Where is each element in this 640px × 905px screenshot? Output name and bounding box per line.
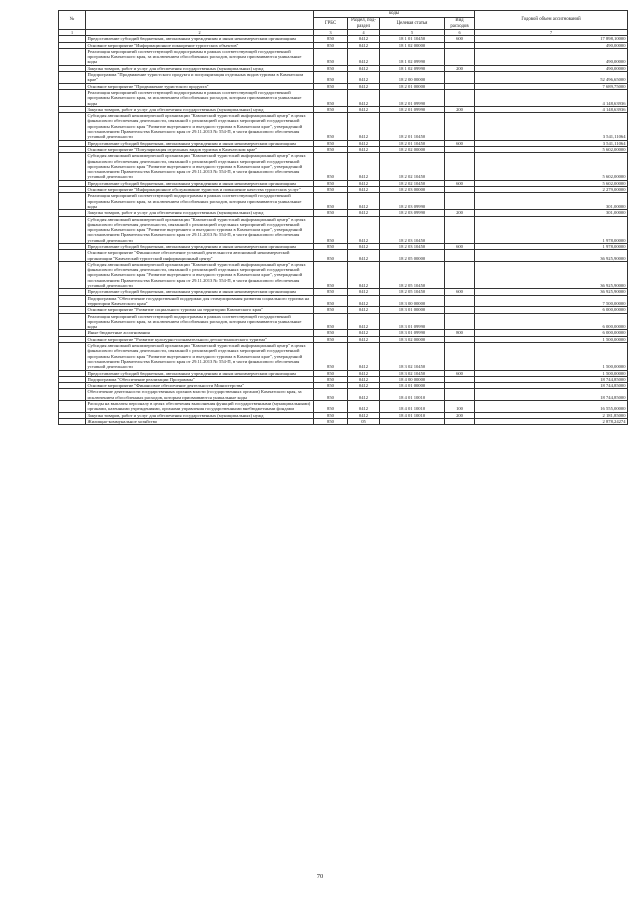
row-target: 18 4 01 10010 bbox=[380, 412, 445, 418]
row-grbs: 850 bbox=[314, 343, 348, 370]
table-row bbox=[59, 313, 628, 330]
row-name: Обеспечение деятельности государственных органов власти (государственных органов) Камчатского края, за исключением обособленных расходов, которым присваиваются уникальные коды bbox=[86, 389, 314, 401]
row-target: 18 2 05 10450 bbox=[380, 261, 445, 288]
row-target: 18 4 00 00000 bbox=[380, 376, 445, 382]
row-target: 18 2 03 10450 bbox=[380, 216, 445, 243]
row-name: Предоставление субсидий бюджетным, автономным учреждениям и иным некоммерческим организациям bbox=[86, 140, 314, 146]
row-grbs: 850 bbox=[314, 370, 348, 376]
row-name: Закупка товаров, работ и услуг для обеспечения государственных (муниципальных) нужд bbox=[86, 106, 314, 112]
row-grbs: 850 bbox=[314, 250, 348, 262]
row-grbs: 850 bbox=[314, 83, 348, 89]
row-number bbox=[59, 389, 86, 401]
row-grbs: 850 bbox=[314, 389, 348, 401]
row-section: 0412 bbox=[348, 216, 380, 243]
row-target: 18 3 02 10450 bbox=[380, 370, 445, 376]
row-target: 18 2 01 09990 bbox=[380, 89, 445, 106]
table-row bbox=[59, 250, 628, 262]
row-number bbox=[59, 89, 86, 106]
row-expense-type bbox=[445, 193, 475, 210]
row-amount: 1 978,00000 bbox=[475, 243, 628, 249]
row-target: 18 2 00 00000 bbox=[380, 72, 445, 84]
row-name: Предоставление субсидий бюджетным, автономным учреждениям и иным некоммерческим организациям bbox=[86, 180, 314, 186]
row-grbs: 850 bbox=[314, 140, 348, 146]
row-target: 18 2 01 10450 bbox=[380, 140, 445, 146]
row-section: 0412 bbox=[348, 250, 380, 262]
table-header bbox=[59, 11, 628, 36]
row-section: 0412 bbox=[348, 210, 380, 216]
row-name: Основное мероприятие "Развитие культурно-познавательного детско-юношеского туризма" bbox=[86, 336, 314, 342]
row-name: Подпрограмма "Обеспечение реализации Программы" bbox=[86, 376, 314, 382]
row-name: Закупка товаров, работ и услуг для обеспечения государственных (муниципальных) нужд bbox=[86, 412, 314, 418]
row-section: 0412 bbox=[348, 36, 380, 42]
row-grbs: 850 bbox=[314, 72, 348, 84]
row-target: 18 2 03 10450 bbox=[380, 243, 445, 249]
row-target bbox=[380, 418, 445, 424]
row-grbs: 850 bbox=[314, 401, 348, 413]
row-name: Иные бюджетные ассигнования bbox=[86, 330, 314, 336]
row-target: 18 2 01 09990 bbox=[380, 106, 445, 112]
row-section: 0412 bbox=[348, 89, 380, 106]
row-name: Основное мероприятие "Информационное поккорение туристских объектов" bbox=[86, 42, 314, 48]
row-target: 18 1 02 00000 bbox=[380, 42, 445, 48]
table-row bbox=[59, 48, 628, 65]
row-expense-type: 200 bbox=[445, 65, 475, 71]
header-name bbox=[86, 11, 314, 30]
row-target: 18 2 02 00000 bbox=[380, 146, 445, 152]
col-number: 1 bbox=[59, 30, 86, 36]
table-row bbox=[59, 401, 628, 413]
header-grbs: ГРБС bbox=[314, 18, 348, 30]
row-grbs: 850 bbox=[314, 187, 348, 193]
row-expense-type bbox=[445, 153, 475, 180]
row-name: Подпрограмма "Обеспечение государственной поддержки для стимулирования развития социального туризма на территории Камчатского края" bbox=[86, 295, 314, 307]
row-name: Реализация мероприятий соответствующей подпрограммы в рамках соответствующей государственной программы Камчатского края, за исключением обособленных расходов, которым присваиваются уникальные коды bbox=[86, 313, 314, 330]
row-expense-type bbox=[445, 216, 475, 243]
row-section: 0412 bbox=[348, 313, 380, 330]
row-target: 18 3 01 09990 bbox=[380, 313, 445, 330]
table-row bbox=[59, 153, 628, 180]
row-amount: 5 602,00000 bbox=[475, 180, 628, 186]
header-target: Целевая статья bbox=[380, 18, 445, 30]
row-section: 0412 bbox=[348, 330, 380, 336]
row-grbs: 850 bbox=[314, 289, 348, 295]
row-grbs: 850 bbox=[314, 210, 348, 216]
table-row bbox=[59, 193, 628, 210]
row-number bbox=[59, 72, 86, 84]
row-section: 0412 bbox=[348, 412, 380, 418]
row-expense-type: 100 bbox=[445, 401, 475, 413]
page-number: 70 bbox=[316, 873, 324, 880]
row-amount: 301,00000 bbox=[475, 210, 628, 216]
row-number bbox=[59, 250, 86, 262]
row-grbs: 850 bbox=[314, 65, 348, 71]
row-target: 18 3 02 10450 bbox=[380, 343, 445, 370]
table-row bbox=[59, 343, 628, 370]
row-name: Субсидия автономной некоммерческой организации "Камчатский туристский информационный центр" в целях финансового обеспечения деятельности, связанной с реализацией отдельных мероприятий государственной программы Камчатского края "Развитие внутреннего и въездного туризма в Камчатском крае", утвержденной постановлением Правительства Камчатского края от 29.11.2013 № 554-П, в части финансового обеспечения уставной деятельности bbox=[86, 153, 314, 180]
table-row bbox=[59, 295, 628, 307]
row-number bbox=[59, 343, 86, 370]
row-amount: 17 898,10000 bbox=[475, 36, 628, 42]
row-amount: 4 148,63936 bbox=[475, 89, 628, 106]
row-amount: 2 279,00000 bbox=[475, 187, 628, 193]
row-target: 18 2 01 00000 bbox=[380, 83, 445, 89]
row-name: Реализация мероприятий соответствующей подпрограммы в рамках соответствующей государственной программы Камчатского края, за исключением обособленных расходов, которым присваиваются уникальные коды bbox=[86, 89, 314, 106]
row-amount: 6 000,00000 bbox=[475, 307, 628, 313]
row-amount: 301,00000 bbox=[475, 193, 628, 210]
row-amount: 18 744,85000 bbox=[475, 389, 628, 401]
row-name: Основное мероприятие "Продвижение туристского продукта" bbox=[86, 83, 314, 89]
row-grbs: 850 bbox=[314, 180, 348, 186]
row-expense-type: 200 bbox=[445, 210, 475, 216]
row-name: Предоставление субсидий бюджетным, автономным учреждениям и иным некоммерческим организациям bbox=[86, 289, 314, 295]
row-amount: 5 602,00000 bbox=[475, 153, 628, 180]
row-expense-type bbox=[445, 261, 475, 288]
row-expense-type: 600 bbox=[445, 140, 475, 146]
row-number bbox=[59, 113, 86, 140]
row-target: 18 4 01 10010 bbox=[380, 389, 445, 401]
row-section: 0412 bbox=[348, 180, 380, 186]
header-section: Раздел, под-раздел bbox=[348, 18, 380, 30]
row-expense-type: 600 bbox=[445, 243, 475, 249]
row-target: 18 2 03 09990 bbox=[380, 193, 445, 210]
row-expense-type bbox=[445, 343, 475, 370]
row-amount: 7 500,00000 bbox=[475, 295, 628, 307]
row-amount: 36 925,90000 bbox=[475, 289, 628, 295]
row-grbs: 850 bbox=[314, 89, 348, 106]
row-section: 0412 bbox=[348, 83, 380, 89]
row-name: Основное мероприятие "Финансовое обеспечение деятельности Министерства" bbox=[86, 383, 314, 389]
row-expense-type bbox=[445, 113, 475, 140]
row-grbs: 850 bbox=[314, 193, 348, 210]
row-amount: 490,00000 bbox=[475, 48, 628, 65]
row-grbs: 850 bbox=[314, 295, 348, 307]
row-section: 0412 bbox=[348, 146, 380, 152]
row-grbs: 850 bbox=[314, 106, 348, 112]
row-section: 0412 bbox=[348, 370, 380, 376]
row-amount: 6 000,00000 bbox=[475, 330, 628, 336]
row-expense-type bbox=[445, 48, 475, 65]
row-target: 18 2 01 10450 bbox=[380, 113, 445, 140]
row-number bbox=[59, 48, 86, 65]
budget-table-sheet bbox=[58, 10, 627, 861]
table-row bbox=[59, 389, 628, 401]
row-target: 18 1 02 09990 bbox=[380, 65, 445, 71]
row-expense-type bbox=[445, 418, 475, 424]
row-amount: 1 500,00000 bbox=[475, 343, 628, 370]
row-grbs: 850 bbox=[314, 113, 348, 140]
row-target: 18 3 02 00000 bbox=[380, 336, 445, 342]
row-amount: 5 602,00000 bbox=[475, 146, 628, 152]
col-number: 3 bbox=[314, 30, 348, 36]
row-section: 0412 bbox=[348, 389, 380, 401]
row-name: Основное мероприятие "Финансовое обеспечение уставной деятельности автономной некоммерческой организации "Камчатский туристский информационный центр" bbox=[86, 250, 314, 262]
row-number bbox=[59, 295, 86, 307]
table-row bbox=[59, 72, 628, 84]
table-row bbox=[59, 113, 628, 140]
header-annual: Годовой объем ассигнований bbox=[475, 11, 628, 30]
col-number: 4 bbox=[348, 30, 380, 36]
row-grbs: 850 bbox=[314, 42, 348, 48]
row-section: 0412 bbox=[348, 106, 380, 112]
row-name: Основное мероприятие "Популяризация отдельных видов туризма в Камчатском крае" bbox=[86, 146, 314, 152]
row-grbs: 850 bbox=[314, 153, 348, 180]
row-amount: 1 500,00000 bbox=[475, 336, 628, 342]
row-amount: 490,00000 bbox=[475, 42, 628, 48]
table-row bbox=[59, 216, 628, 243]
row-amount: 6 000,00000 bbox=[475, 313, 628, 330]
row-target: 18 1 02 09990 bbox=[380, 48, 445, 65]
row-name: Субсидия автономной некоммерческой организации "Камчатский туристский информационный центр" в целях финансового обеспечения деятельности, связанной с реализацией отдельных мероприятий государственной программы Камчатского края "Развитие внутреннего и въездного туризма в Камчатском крае", утвержденной постановлением Правительства Камчатского края от 29.11.2013 № 554-П, в части финансового обеспечения уставной деятельности bbox=[86, 113, 314, 140]
row-amount: 490,00000 bbox=[475, 65, 628, 71]
col-number: 2 bbox=[86, 30, 314, 36]
row-grbs: 850 bbox=[314, 376, 348, 382]
row-target: 18 2 02 10450 bbox=[380, 153, 445, 180]
row-section: 0412 bbox=[348, 153, 380, 180]
row-number bbox=[59, 216, 86, 243]
row-section: 0412 bbox=[348, 113, 380, 140]
row-section: 0412 bbox=[348, 307, 380, 313]
row-expense-type: 600 bbox=[445, 289, 475, 295]
row-name: Реализация мероприятий соответствующей подпрограммы в рамках соответствующей государственной программы Камчатского края, за исключением обособленных расходов, которым присваиваются уникальные коды bbox=[86, 48, 314, 65]
row-amount: 7 689,75000 bbox=[475, 83, 628, 89]
col-number: 6 bbox=[445, 30, 475, 36]
row-amount: 16 555,00000 bbox=[475, 401, 628, 413]
row-grbs: 850 bbox=[314, 36, 348, 42]
row-name: Подпрограмма "Продвижение туристского продукта и популяризация отдельных видов туризма в Камчатском крае" bbox=[86, 72, 314, 84]
row-name: Реализация мероприятий соответствующей подпрограммы в рамках соответствующей государственной программы Камчатского края, за исключением обособленных расходов, которым присваиваются уникальные коды bbox=[86, 193, 314, 210]
row-number bbox=[59, 193, 86, 210]
row-number bbox=[59, 153, 86, 180]
table-row bbox=[59, 89, 628, 106]
row-number bbox=[59, 418, 86, 424]
row-name: Предоставление субсидий бюджетным, автономным учреждениям и иным некоммерческим организациям bbox=[86, 370, 314, 376]
row-expense-type bbox=[445, 250, 475, 262]
row-section: 0412 bbox=[348, 140, 380, 146]
row-grbs: 850 bbox=[314, 146, 348, 152]
row-target: 18 2 03 09990 bbox=[380, 210, 445, 216]
row-grbs: 850 bbox=[314, 307, 348, 313]
header-no: № bbox=[59, 11, 86, 30]
row-target: 18 2 02 10450 bbox=[380, 180, 445, 186]
row-expense-type: 800 bbox=[445, 330, 475, 336]
row-section: 0412 bbox=[348, 243, 380, 249]
row-section: 0412 bbox=[348, 295, 380, 307]
row-expense-type bbox=[445, 295, 475, 307]
row-expense-type: 200 bbox=[445, 106, 475, 112]
row-grbs: 850 bbox=[314, 48, 348, 65]
row-section: 0412 bbox=[348, 336, 380, 342]
row-name: Субсидия автономной некоммерческой организации "Камчатский туристский информационный центр" в целях финансового обеспечения деятельности, связанной с реализацией отдельных мероприятий государственной программы Камчатского края "Развитие внутреннего и въездного туризма в Камчатском крае", утвержденной постановлением Правительства Камчатского края от 29.11.2013 № 554-П, в части финансового обеспечения уставной деятельности bbox=[86, 261, 314, 288]
row-amount: 2 181,85000 bbox=[475, 412, 628, 418]
row-expense-type bbox=[445, 72, 475, 84]
row-target: 18 4 01 10010 bbox=[380, 401, 445, 413]
row-expense-type bbox=[445, 389, 475, 401]
row-number bbox=[59, 401, 86, 413]
header-codes-group: коды bbox=[314, 11, 475, 18]
row-target: 18 2 05 00000 bbox=[380, 250, 445, 262]
row-expense-type bbox=[445, 313, 475, 330]
table-body bbox=[59, 36, 628, 425]
budget-table bbox=[58, 10, 628, 425]
row-amount: 1 978,00000 bbox=[475, 216, 628, 243]
row-expense-type: 600 bbox=[445, 180, 475, 186]
row-amount: 18 744,85000 bbox=[475, 376, 628, 382]
row-amount: 3 541,11064 bbox=[475, 113, 628, 140]
row-target: 18 2 03 00000 bbox=[380, 187, 445, 193]
row-section: 0412 bbox=[348, 261, 380, 288]
row-grbs: 850 bbox=[314, 216, 348, 243]
row-amount: 18 744,85000 bbox=[475, 383, 628, 389]
row-section: 0412 bbox=[348, 72, 380, 84]
table-row bbox=[59, 261, 628, 288]
row-grbs: 850 bbox=[314, 243, 348, 249]
row-grbs: 850 bbox=[314, 418, 348, 424]
row-grbs: 850 bbox=[314, 313, 348, 330]
row-target: 18 1 01 10450 bbox=[380, 36, 445, 42]
row-section: 0412 bbox=[348, 193, 380, 210]
row-section: 0412 bbox=[348, 187, 380, 193]
row-name: Предоставление субсидий бюджетным, автономным учреждениям и иным некоммерческим организациям bbox=[86, 36, 314, 42]
row-section: 0412 bbox=[348, 289, 380, 295]
row-number bbox=[59, 313, 86, 330]
row-section: 0412 bbox=[348, 42, 380, 48]
row-amount: 36 925,90000 bbox=[475, 261, 628, 288]
row-amount: 3 541,11064 bbox=[475, 140, 628, 146]
row-target: 18 4 01 00000 bbox=[380, 383, 445, 389]
row-grbs: 850 bbox=[314, 412, 348, 418]
col-number: 7 bbox=[475, 30, 628, 36]
row-name: Предоставление субсидий бюджетным, автономным учреждениям и иным некоммерческим организациям bbox=[86, 243, 314, 249]
row-section: 05 bbox=[348, 418, 380, 424]
row-section: 0412 bbox=[348, 65, 380, 71]
header-expense-type: Вид расходов bbox=[445, 18, 475, 30]
row-grbs: 850 bbox=[314, 330, 348, 336]
row-target: 18 2 05 10450 bbox=[380, 289, 445, 295]
row-target: 18 3 00 00000 bbox=[380, 295, 445, 307]
row-name: Закупка товаров, работ и услуг для обеспечения государственных (муниципальных) нужд bbox=[86, 210, 314, 216]
row-grbs: 850 bbox=[314, 383, 348, 389]
row-section: 0412 bbox=[348, 48, 380, 65]
row-grbs: 850 bbox=[314, 261, 348, 288]
row-expense-type bbox=[445, 89, 475, 106]
row-target: 18 3 01 09990 bbox=[380, 330, 445, 336]
row-number bbox=[59, 261, 86, 288]
row-name: Субсидия автономной некоммерческой организации "Камчатский туристский информационный центр" в целях финансового обеспечения деятельности, связанной с реализацией отдельных мероприятий государственной программы Камчатского края "Развитие внутреннего и въездного туризма в Камчатском крае", утвержденной постановлением Правительства Камчатского края от 29.11.2013 № 554-П, в части финансового обеспечения уставной деятельности bbox=[86, 343, 314, 370]
row-section: 0412 bbox=[348, 376, 380, 382]
col-number: 5 bbox=[380, 30, 445, 36]
row-amount: 52 496,65000 bbox=[475, 72, 628, 84]
row-amount: 36 925,90000 bbox=[475, 250, 628, 262]
row-amount: 1 500,00000 bbox=[475, 370, 628, 376]
row-section: 0412 bbox=[348, 401, 380, 413]
row-name: Основное мероприятие "Информационное обслуживание туристов и повышение качества туристских услуг" bbox=[86, 187, 314, 193]
row-amount: 4 148,63936 bbox=[475, 106, 628, 112]
row-name: Жилищно-коммунальное хозяйство bbox=[86, 418, 314, 424]
row-expense-type: 200 bbox=[445, 412, 475, 418]
row-name: Расходы на выплаты персоналу в целях обеспечения выполнения функций государственными (муниципальными) органами, казенными учреждениями, органами управления государственными внебюджетными фондами bbox=[86, 401, 314, 413]
row-target: 18 3 01 00000 bbox=[380, 307, 445, 313]
row-name: Основное мероприятие "Развитие социального туризма на территории Камчатского края" bbox=[86, 307, 314, 313]
row-grbs: 850 bbox=[314, 336, 348, 342]
row-section: 0412 bbox=[348, 383, 380, 389]
row-name: Закупка товаров, работ и услуг для обеспечения государственных (муниципальных) нужд bbox=[86, 65, 314, 71]
row-expense-type: 600 bbox=[445, 36, 475, 42]
table-row bbox=[59, 418, 628, 424]
row-name: Субсидия автономной некоммерческой организации "Камчатский туристский информационный центр" в целях финансового обеспечения деятельности, связанной с реализацией отдельных мероприятий государственной программы Камчатского края "Развитие внутреннего и въездного туризма в Камчатском крае", утвержденной постановлением Правительства Камчатского края от 29.11.2013 № 554-П, в части финансового обеспечения уставной деятельности bbox=[86, 216, 314, 243]
row-amount: 2 878,24274 bbox=[475, 418, 628, 424]
row-section: 0412 bbox=[348, 343, 380, 370]
row-expense-type: 600 bbox=[445, 370, 475, 376]
